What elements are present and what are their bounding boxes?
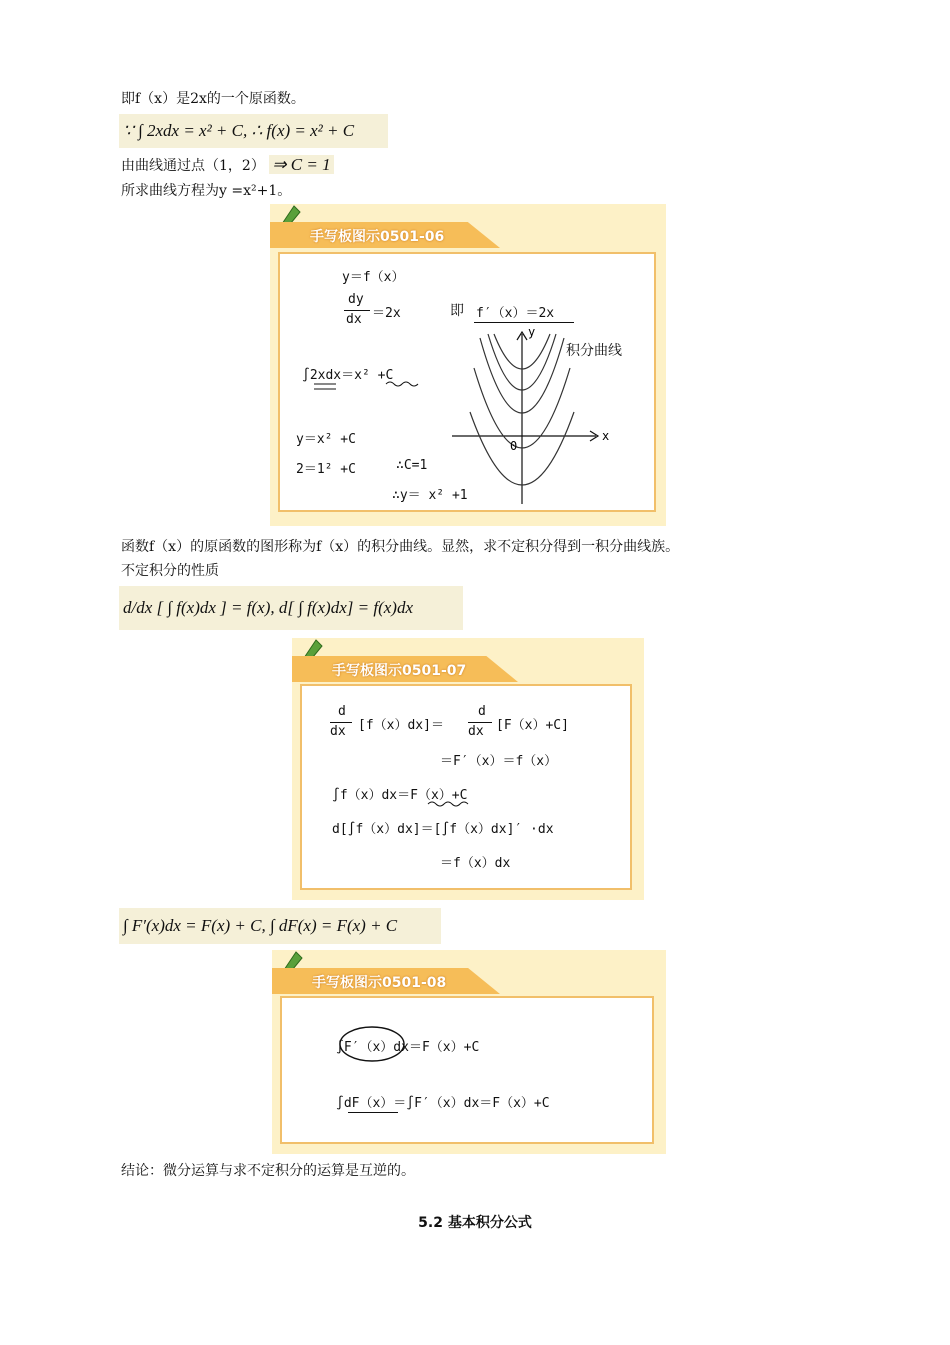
formula-properties: d/dx [ ∫ f(x)dx ] = f(x), d[ ∫ f(x)dx] = f(x)dx [119, 586, 463, 630]
integral-curve-line: 函数f（x）的原函数的图形称为f（x）的积分曲线。显然，求不定积分得到一积分曲线族。 [121, 539, 680, 555]
underline-marks [426, 800, 476, 810]
hw-line: [F（x）+C] [496, 718, 569, 733]
handwriting-panel-0501-08 [272, 950, 666, 1154]
panel-tab-label: 手写板图示0501-07 [332, 663, 467, 679]
panel-tab-label: 手写板图示0501-06 [310, 229, 445, 245]
hw-line: y＝f（x） [342, 270, 405, 285]
hw-line: dx [346, 312, 362, 327]
hw-line: ＝2x [372, 306, 401, 321]
hw-line: [f（x）dx]＝ [358, 718, 444, 733]
properties-heading: 不定积分的性质 [121, 563, 219, 579]
hw-line: d [478, 704, 486, 719]
hw-line: ∫2xdx＝x² +C [302, 368, 394, 383]
handwriting-canvas [280, 996, 654, 1144]
point-condition-text: 由曲线通过点（1，2） [121, 158, 265, 174]
hw-line: dx [468, 724, 484, 739]
handwriting-canvas [300, 684, 632, 890]
hw-line: 即 [450, 303, 464, 319]
hw-line: ∴C=1 [396, 458, 428, 473]
hw-line: ∴y＝ x² +1 [392, 488, 468, 503]
conclusion-line: 结论：微分运算与求不定积分的运算是互逆的。 [121, 1163, 415, 1179]
handwriting-canvas [278, 252, 656, 512]
hw-line: ∫f（x）dx＝F（x）+C [332, 788, 468, 803]
integral-curves-graph [450, 328, 610, 508]
handwriting-panel-0501-07 [292, 638, 644, 900]
formula-antiderivative: ∵ ∫ 2xdx = x² + C, ∴ f(x) = x² + C [119, 114, 388, 148]
section-heading: 5.2 基本积分公式 [418, 1215, 532, 1231]
underline-marks [314, 380, 424, 400]
handwriting-panel-0501-06 [270, 204, 666, 526]
hw-line: ＝f（x）dx [440, 856, 511, 871]
hw-line: ∫dF（x）＝∫F′（x）dx＝F（x）+C [336, 1096, 550, 1111]
panel-tab-label: 手写板图示0501-08 [312, 975, 447, 991]
intro-line: 即f（x）是2x的一个原函数。 [121, 91, 305, 107]
hw-line: ∫F′（x）dx＝F（x）+C [336, 1040, 480, 1055]
formula-derivative-integral: ∫ F′(x)dx = F(x) + C, ∫ dF(x) = F(x) + C [119, 908, 441, 944]
hw-line: f′（x）＝2x [476, 306, 555, 321]
hw-line: d [338, 704, 346, 719]
hw-line: 2＝1² +C [296, 462, 356, 477]
hw-line: ＝F′（x）＝f（x） [440, 754, 558, 769]
hw-line: 积分曲线 [566, 343, 622, 359]
hw-line: dx [330, 724, 346, 739]
underline-mark [348, 1112, 398, 1113]
hw-line: dy [348, 292, 364, 307]
x-axis-label: x [602, 429, 610, 443]
constant-formula: ⇒ C = 1 [269, 155, 333, 174]
y-axis-label: y [528, 328, 536, 339]
hw-line: y＝x² +C [296, 432, 356, 447]
hw-line: d[∫f（x）dx]＝[∫f（x）dx]′ ·dx [332, 822, 554, 837]
point-condition-line [121, 156, 334, 175]
curve-equation-line: 所求曲线方程为y =x²+1。 [121, 183, 292, 199]
origin-label: 0 [510, 439, 518, 453]
